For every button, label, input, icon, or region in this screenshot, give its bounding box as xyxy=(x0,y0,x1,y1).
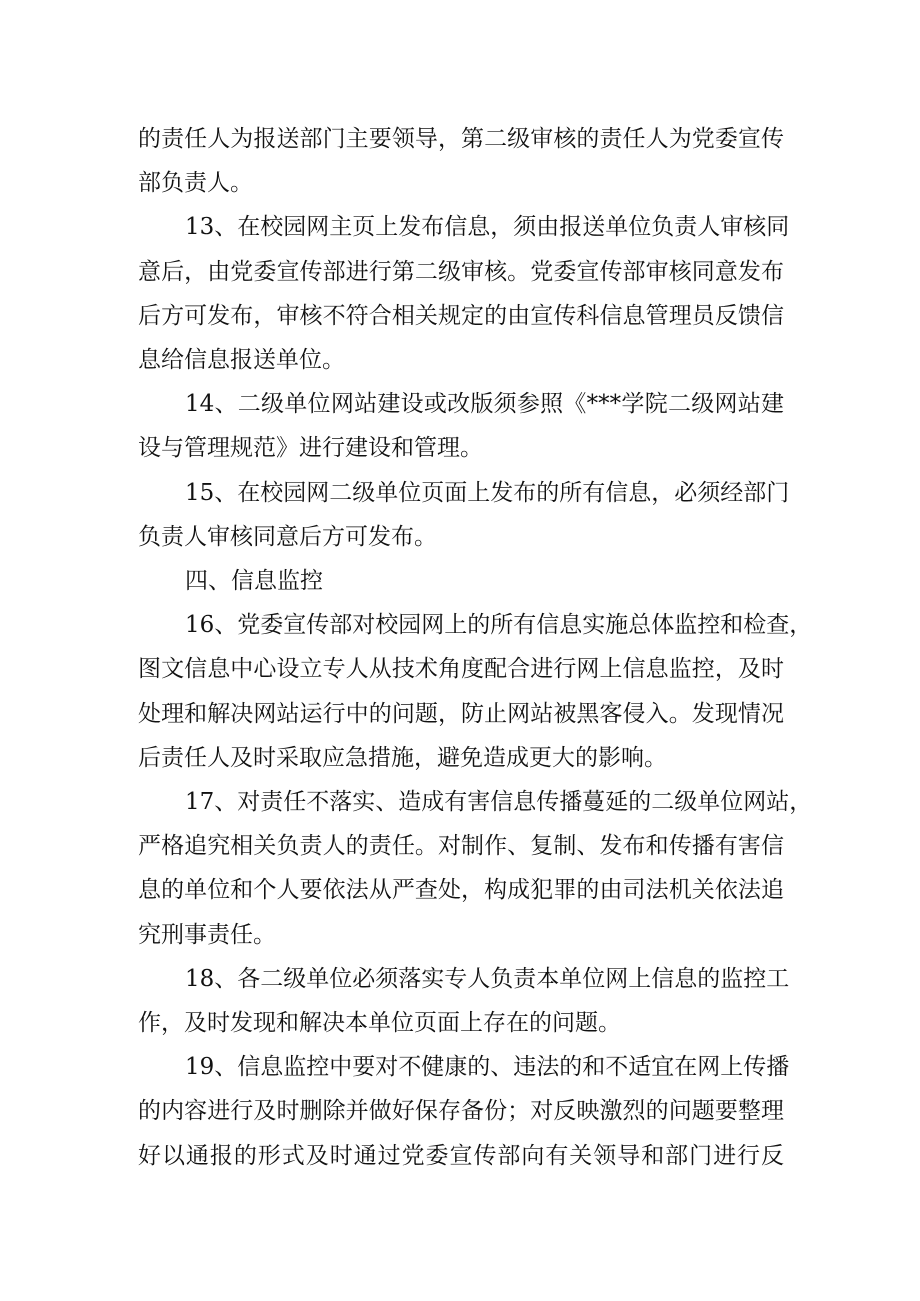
paragraph xyxy=(138,471,790,559)
paragraph xyxy=(138,117,784,205)
paragraph xyxy=(138,382,784,470)
text-line: 负责人审核同意后方可发布。 xyxy=(138,523,437,550)
text-line: 图文信息中心设立专人从技术角度配合进行网上信息监控，及时 xyxy=(138,656,784,683)
text-line: 处理和解决网站运行中的问题，防止网站被黑客侵入。发现情况 xyxy=(138,700,784,727)
text-line: 意后，由党委宣传部进行第二级审核。党委宣传部审核同意发布 xyxy=(138,258,784,285)
text-line: 设与管理规范》进行建设和管理。 xyxy=(138,435,483,462)
text-line: 后方可发布，审核不符合相关规定的由宣传科信息管理员反馈信 xyxy=(138,302,784,329)
text-line: 好以通报的形式及时通过党委宣传部向有关领导和部门进行反 xyxy=(138,1142,784,1169)
paragraph xyxy=(138,603,813,780)
section-heading xyxy=(138,559,784,603)
text-line: 严格追究相关负责人的责任。对制作、复制、发布和传播有害信 xyxy=(138,833,784,860)
text-line: 息给信息报送单位。 xyxy=(138,347,345,374)
paragraph xyxy=(138,780,813,957)
text-line: 的责任人为报送部门主要领导，第二级审核的责任人为党委宣传 xyxy=(138,126,784,152)
paragraph xyxy=(138,957,790,1045)
text-line: 的内容进行及时删除并做好保存备份；对反映激烈的问题要整理 xyxy=(138,1098,784,1125)
document-body xyxy=(138,117,813,1178)
text-line: 15、在校园网二级单位页面上发布的所有信息，必须经部门 xyxy=(185,479,790,506)
text-line: 18、各二级单位必须落实专人负责本单位网上信息的监控工 xyxy=(185,965,790,992)
text-line: 17、对责任不落实、造成有害信息传播蔓延的二级单位网站， xyxy=(185,789,813,816)
text-line: 后责任人及时采取应急措施，避免造成更大的影响。 xyxy=(138,744,667,771)
text-line: 作，及时发现和解决本单位页面上存在的问题。 xyxy=(138,1010,621,1037)
text-line: 究刑事责任。 xyxy=(138,921,276,948)
text-line: 14、二级单位网站建设或改版须参照《***学院二级网站建 xyxy=(185,391,784,418)
text-line: 19、信息监控中要对不健康的、违法的和不适宜在网上传播 xyxy=(185,1054,790,1081)
text-line: 16、党委宣传部对校园网上的所有信息实施总体监控和检查， xyxy=(185,612,813,639)
text-line: 部负责人。 xyxy=(138,170,253,197)
text-line: 13、在校园网主页上发布信息，须由报送单位负责人审核同 xyxy=(185,214,790,241)
paragraph xyxy=(138,1045,790,1178)
text-line: 四、信息监控 xyxy=(185,568,323,595)
paragraph xyxy=(138,205,790,382)
text-line: 息的单位和个人要依法从严查处，构成犯罪的由司法机关依法追 xyxy=(138,877,784,904)
